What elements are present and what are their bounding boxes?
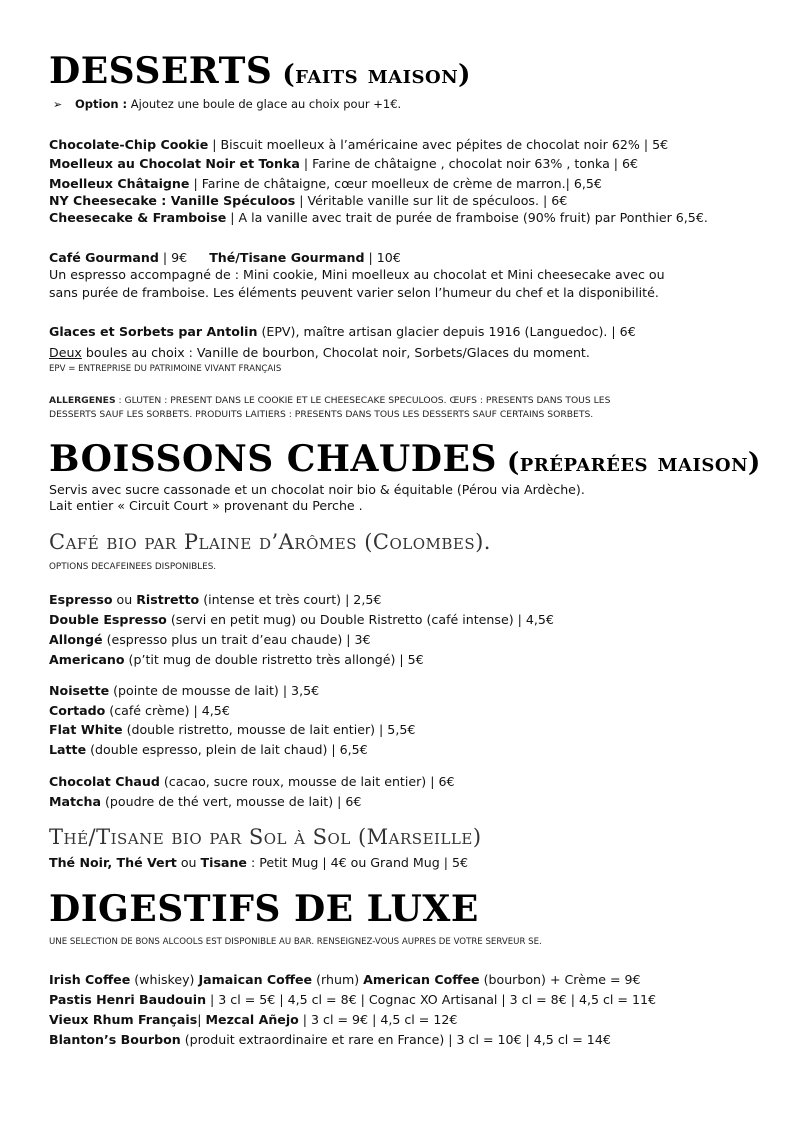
drink-desc: (p’tit mug de double ristretto très allongé) | 5€ xyxy=(124,652,424,667)
drink-name: Latte xyxy=(49,742,87,757)
glaces-name: Glaces et Sorbets par Antolin xyxy=(49,324,258,339)
digestif-item xyxy=(49,1032,611,1048)
cafe-gourmand-price: | 9€ xyxy=(158,250,188,265)
dessert-name: Moelleux Châtaigne xyxy=(49,176,190,191)
digestif-desc: | 3 cl = 5€ | 4,5 cl = 8€ | Cognac XO Artisanal | 3 cl = 8€ | 4,5 cl = 11€ xyxy=(206,992,656,1007)
digestif-desc: (produit extraordinaire et rare en France) | 3 cl = 10€ | 4,5 cl = 14€ xyxy=(180,1032,611,1047)
digestifs-title: DIGESTIFS DE LUXE xyxy=(49,888,479,930)
drink-item xyxy=(49,722,415,738)
dessert-desc: | A la vanille avec trait de purée de framboise (90% fruit) par Ponthier 6,5€. xyxy=(226,210,708,225)
drink-item xyxy=(49,742,368,758)
glaces-line xyxy=(49,324,636,340)
drink-item xyxy=(49,703,230,719)
desserts-heading xyxy=(49,50,471,92)
desserts-subtitle: (faits maison) xyxy=(282,60,471,90)
dessert-item xyxy=(49,176,602,192)
arrow-bullet-icon: ➢ xyxy=(53,98,63,111)
cafe-note: OPTIONS DECAFEINEES DISPONIBLES. xyxy=(49,562,217,572)
digestif-name: Vieux Rhum Français xyxy=(49,1012,198,1027)
digestif-name: American Coffee xyxy=(363,972,480,987)
allergenes-text: : GLUTEN : PRESENT DANS LE COOKIE ET LE CHEESECAKE SPECULOOS. ŒUFS : PRESENTS DANS TOUS LES xyxy=(115,395,611,406)
digestif-sep: | xyxy=(197,1012,206,1027)
gourmand-desc: Un espresso accompagné de : Mini cookie, Mini moelleux au chocolat et Mini cheesecake avec ou xyxy=(49,267,665,282)
drink-name: Double Espresso xyxy=(49,612,167,627)
drink-desc: (intense et très court) | 2,5€ xyxy=(199,592,382,607)
boissons-heading xyxy=(49,438,761,480)
drink-desc: (pointe de mousse de lait) | 3,5€ xyxy=(109,683,320,698)
allergenes-line xyxy=(49,395,610,407)
digestifs-heading xyxy=(49,888,479,930)
digestif-desc: (bourbon) + Crème = 9€ xyxy=(479,972,641,987)
option-label: Option : xyxy=(75,97,128,111)
drink-desc: (poudre de thé vert, mousse de lait) | 6€ xyxy=(100,794,362,809)
cafe-gourmand-name: Café Gourmand xyxy=(49,250,159,265)
digestif-desc: (rhum) xyxy=(312,972,364,987)
dessert-item xyxy=(49,193,567,209)
dessert-desc: | Farine de châtaigne, cœur moelleux de crème de marron.| 6,5€ xyxy=(189,176,602,191)
gourmand-line xyxy=(49,250,401,266)
the-gourmand-price: | 10€ xyxy=(364,250,401,265)
boissons-subtitle: (préparées maison) xyxy=(506,448,761,478)
glaces-desc: (EPV), maître artisan glacier depuis 1916 (Languedoc). | 6€ xyxy=(257,324,636,339)
drink-name: Cortado xyxy=(49,703,106,718)
drink-desc: (cacao, sucre roux, mousse de lait entier) | 6€ xyxy=(159,774,455,789)
allergenes-label: ALLERGENES xyxy=(49,395,116,406)
dessert-item xyxy=(49,210,708,226)
digestif-name: Irish Coffee xyxy=(49,972,131,987)
glaces-deux: Deux xyxy=(49,345,82,360)
drink-name: Thé Noir, Thé Vert xyxy=(49,855,177,870)
digestifs-note: UNE SELECTION DE BONS ALCOOLS EST DISPONIBLE AU BAR. RENSEIGNEZ-VOUS AUPRES DE VOTRE SERVEUR SE. xyxy=(49,937,542,947)
drink-name: Ristretto xyxy=(136,592,200,607)
dessert-desc: | Farine de châtaigne , chocolat noir 63% , tonka | 6€ xyxy=(299,156,639,171)
digestif-item xyxy=(49,992,656,1008)
cafe-section-title: Café bio par Plaine d’Arômes (Colombes). xyxy=(49,530,491,554)
drink-desc: (espresso plus un trait d’eau chaude) | 3€ xyxy=(102,632,371,647)
drink-name: Americano xyxy=(49,652,125,667)
drink-name: Allongé xyxy=(49,632,103,647)
drink-item xyxy=(49,632,371,648)
drink-desc: (double ristretto, mousse de lait entier) | 5,5€ xyxy=(122,722,416,737)
drink-desc: : Petit Mug | 4€ ou Grand Mug | 5€ xyxy=(246,855,469,870)
boissons-title: BOISSONS CHAUDES xyxy=(49,438,497,480)
dessert-item xyxy=(49,156,638,172)
dessert-desc: | Véritable vanille sur lit de spéculoos. | 6€ xyxy=(295,193,568,208)
drink-or: ou xyxy=(176,855,201,870)
dessert-name: NY Cheesecake : Vanille Spéculoos xyxy=(49,193,296,208)
digestif-item xyxy=(49,1012,457,1028)
drink-name: Tisane xyxy=(200,855,247,870)
epv-note: EPV = ENTREPRISE DU PATRIMOINE VIVANT FRANÇAIS xyxy=(49,364,282,374)
drink-name: Matcha xyxy=(49,794,101,809)
gourmand-desc: sans purée de framboise. Les éléments peuvent varier selon l’humeur du chef et la disponibilité. xyxy=(49,285,659,300)
option-text: Ajoutez une boule de glace au choix pour +1€. xyxy=(127,97,402,111)
digestif-name: Jamaican Coffee xyxy=(198,972,313,987)
drink-or: ou xyxy=(112,592,137,607)
digestif-name: Blanton’s Bourbon xyxy=(49,1032,181,1047)
drink-item xyxy=(49,855,468,871)
dessert-name: Moelleux au Chocolat Noir et Tonka xyxy=(49,156,300,171)
drink-item xyxy=(49,612,554,628)
the-gourmand-name: Thé/Tisane Gourmand xyxy=(209,250,365,265)
drink-item xyxy=(49,592,381,608)
dessert-item xyxy=(49,137,668,153)
digestif-desc: (whiskey) xyxy=(130,972,199,987)
glaces-choix: boules au choix : Vanille de bourbon, Chocolat noir, Sorbets/Glaces du moment. xyxy=(81,345,590,360)
the-section-title: Thé/Tisane bio par Sol à Sol (Marseille) xyxy=(49,825,482,849)
drink-name: Espresso xyxy=(49,592,113,607)
dessert-desc: | Biscuit moelleux à l’américaine avec pépites de chocolat noir 62% | 5€ xyxy=(208,137,669,152)
drink-item xyxy=(49,774,454,790)
drink-item xyxy=(49,652,424,668)
dessert-name: Chocolate-Chip Cookie xyxy=(49,137,209,152)
drink-desc: (café crème) | 4,5€ xyxy=(105,703,230,718)
drink-desc: (servi en petit mug) ou Double Ristretto (café intense) | 4,5€ xyxy=(166,612,554,627)
dessert-name: Cheesecake & Framboise xyxy=(49,210,227,225)
desserts-title: DESSERTS xyxy=(49,50,273,92)
dessert-option-line xyxy=(49,96,401,113)
drink-name: Noisette xyxy=(49,683,110,698)
glaces-choix-line xyxy=(49,345,590,361)
drink-desc: (double espresso, plein de lait chaud) | 6,5€ xyxy=(86,742,368,757)
digestif-name: Mezcal Añejo xyxy=(205,1012,299,1027)
drink-name: Flat White xyxy=(49,722,123,737)
boissons-intro: Lait entier « Circuit Court » provenant du Perche . xyxy=(49,498,363,513)
drink-item xyxy=(49,683,319,699)
drink-name: Chocolat Chaud xyxy=(49,774,160,789)
digestif-item xyxy=(49,972,641,988)
digestif-desc: | 3 cl = 9€ | 4,5 cl = 12€ xyxy=(298,1012,458,1027)
boissons-intro: Servis avec sucre cassonade et un chocolat noir bio & équitable (Pérou via Ardèche). xyxy=(49,482,585,497)
digestif-name: Pastis Henri Baudouin xyxy=(49,992,207,1007)
allergenes-text: DESSERTS SAUF LES SORBETS. PRODUITS LAITIERS : PRESENTS DANS TOUS LES DESSERTS SAUF CERTAINS SORBETS. xyxy=(49,409,594,420)
drink-item xyxy=(49,794,361,810)
